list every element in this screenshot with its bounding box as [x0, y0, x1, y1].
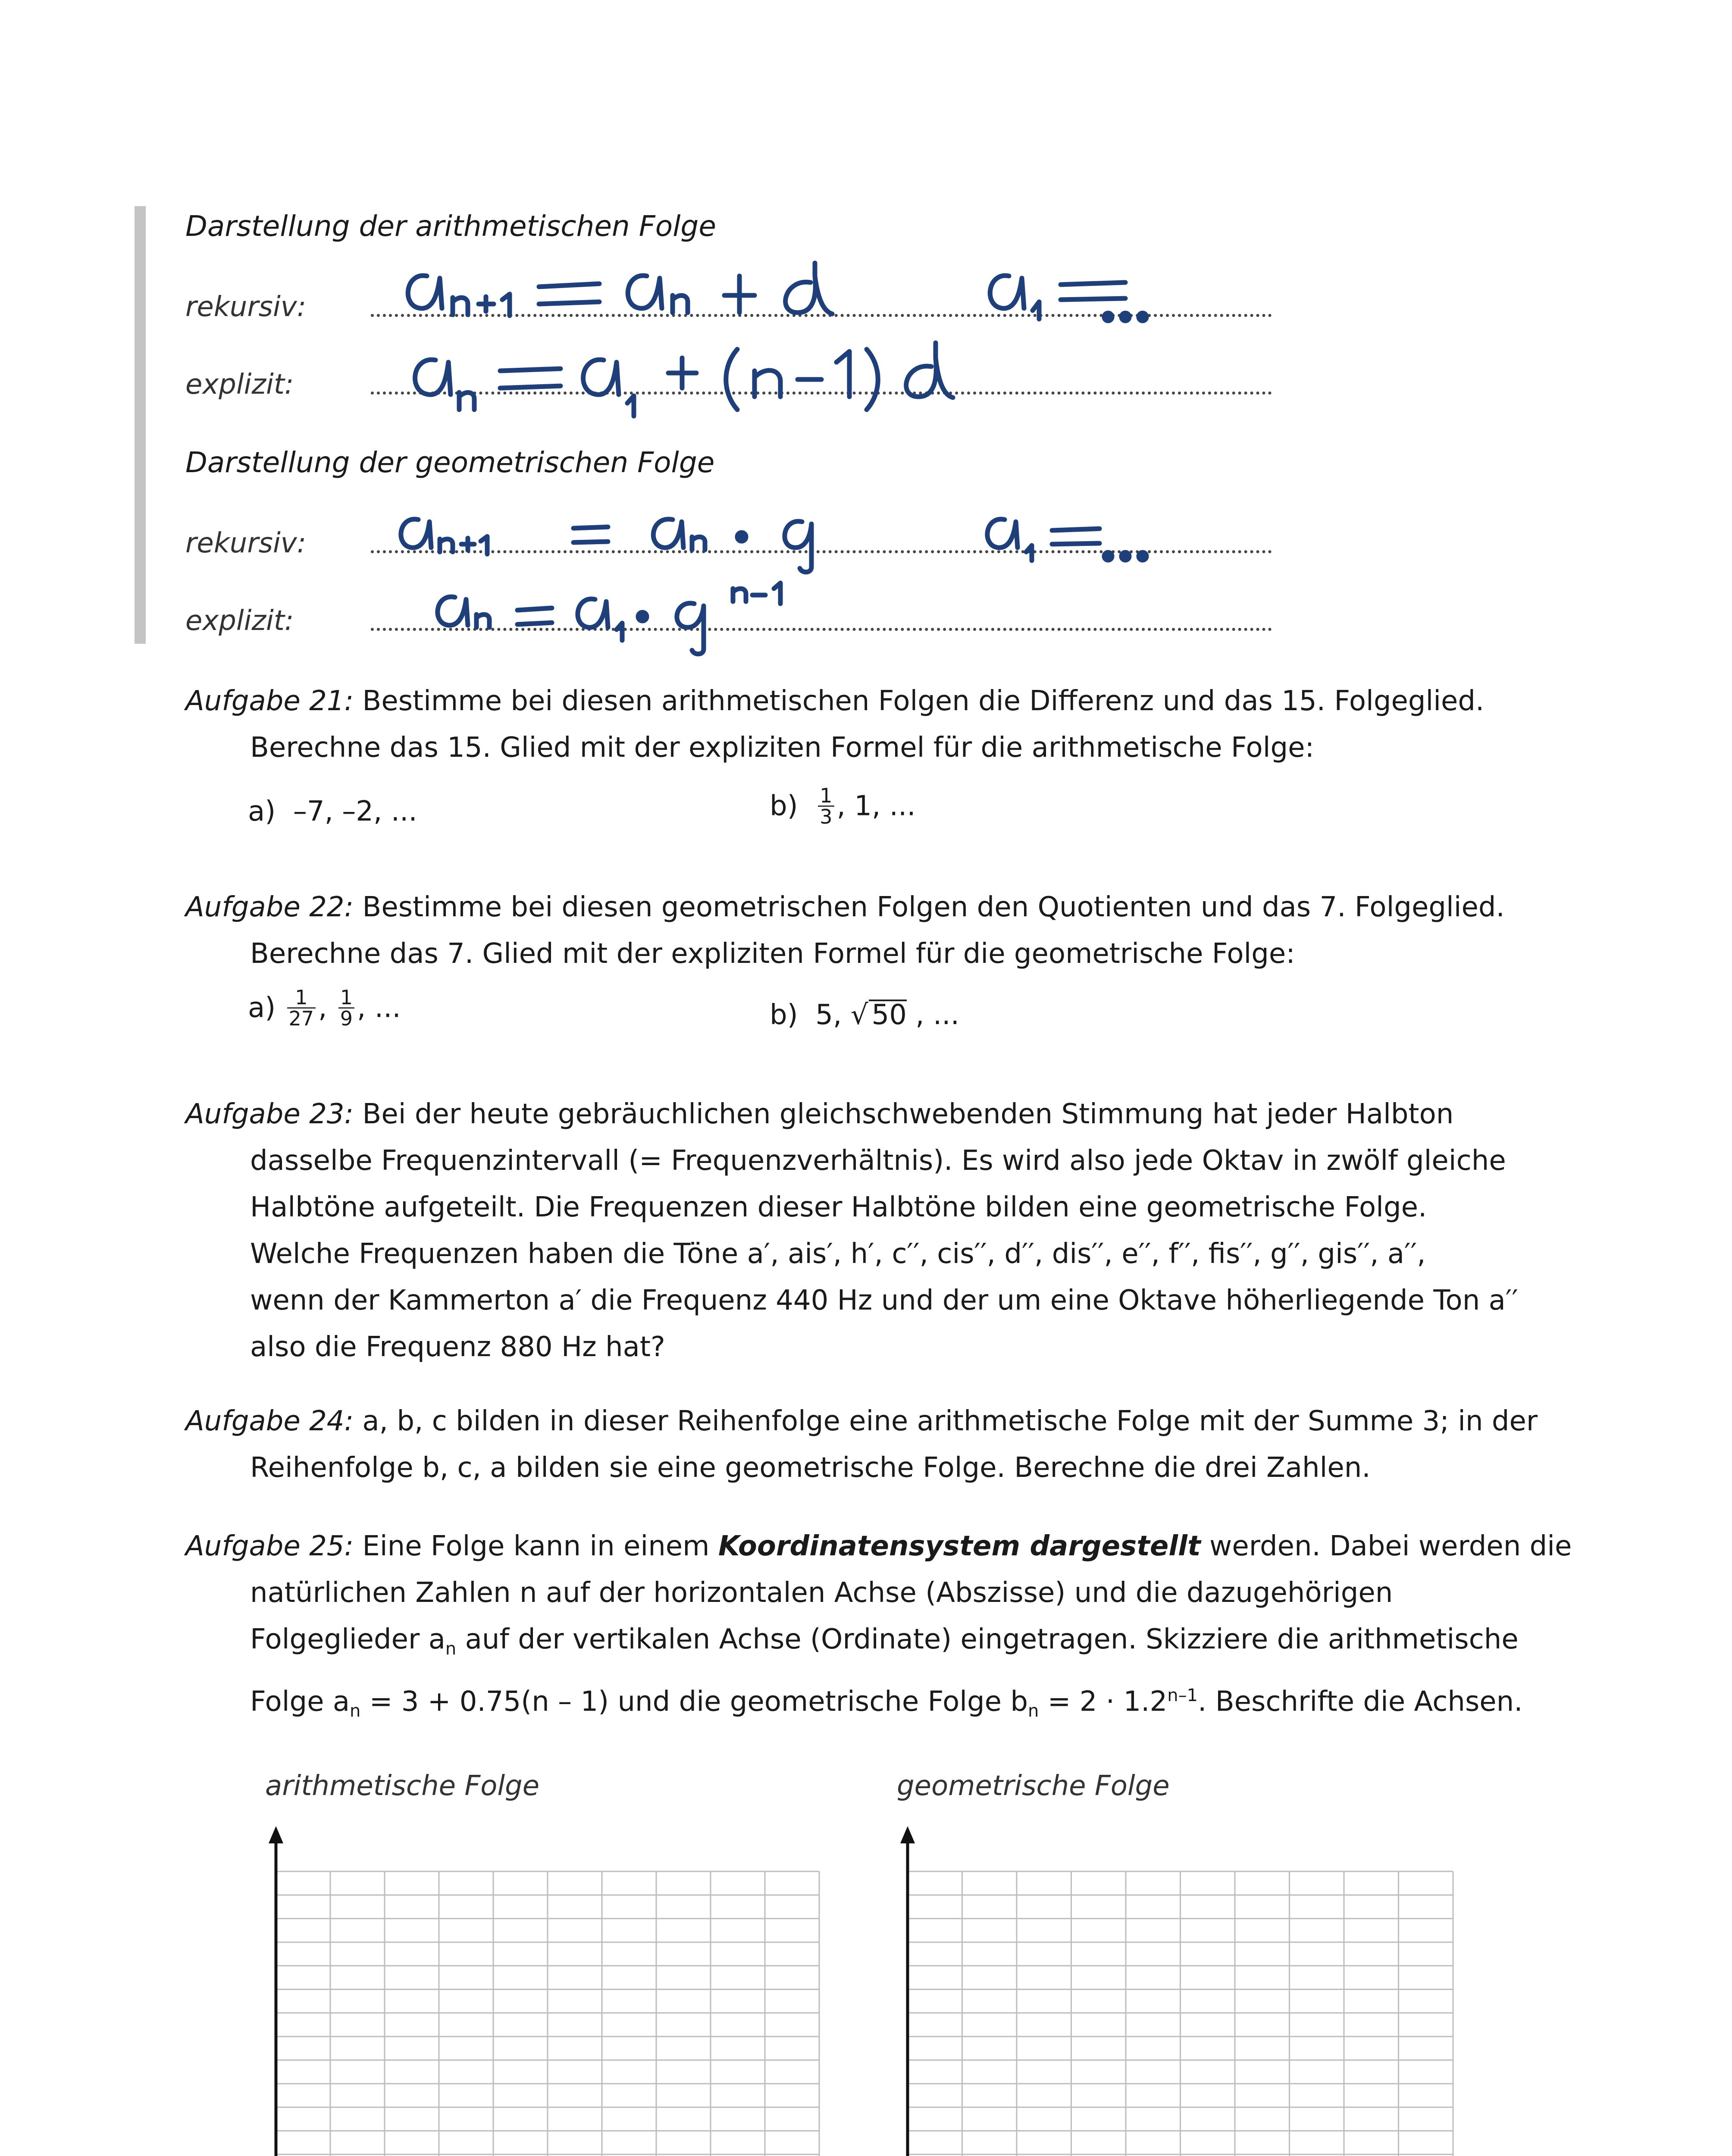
task-25-line1-emphasis: Koordinatensystem dargestellt	[718, 1530, 1201, 1562]
task-25-line1a: Eine Folge kann in einem	[354, 1530, 718, 1562]
task-22-a-label: a)	[248, 992, 276, 1024]
task-22-label: Aufgabe 22:	[185, 891, 354, 923]
task-25-line4c: = 2 · 1.2	[1039, 1686, 1168, 1718]
task-22-a	[248, 987, 401, 1028]
task-22-b-sqrt-symbol: √	[850, 999, 868, 1031]
graph-right	[875, 1824, 1500, 2156]
task-23-line2: dasselbe Frequenzintervall (= Frequenzverhältnis). Es wird also jede Oktav in zwölf gleiche	[250, 1145, 1506, 1177]
task-22-line1: Bestimme bei diesen geometrischen Folgen den Quotienten und das 7. Folgeglied.	[354, 891, 1505, 923]
task-25-line4-sub2: n	[1028, 1701, 1039, 1721]
task-24-line2: Reihenfolge b, c, a bilden sie eine geometrische Folge. Berechne die drei Zahlen.	[250, 1452, 1371, 1484]
task-22-a-fraction-1	[287, 987, 316, 1028]
task-25-line4b: = 3 + 0.75(n – 1) und die geometrische Folge b	[360, 1686, 1028, 1718]
task-25-line4-sup: n–1	[1167, 1685, 1198, 1705]
task-22-a-f2-num: 1	[338, 987, 354, 1009]
handwriting-geo-recursive	[392, 505, 1212, 573]
task-22-a-f2-den: 9	[340, 1007, 353, 1030]
task-25-line3a: Folgeglieder a	[250, 1623, 445, 1655]
task-21-b-label: b)	[770, 790, 798, 822]
task-22	[185, 884, 1673, 977]
task-25-line4-sub1: n	[350, 1701, 361, 1721]
task-21-a	[248, 798, 417, 825]
task-22-a-rest: , ...	[357, 992, 401, 1024]
task-21-b-fraction	[818, 786, 834, 827]
task-22-b-first: 5,	[815, 999, 842, 1031]
task-25-line4a: Folge a	[250, 1686, 350, 1718]
task-23-line3: Halbtöne aufgeteilt. Die Frequenzen dieser Halbtöne bilden eine geometrische Folge.	[250, 1191, 1427, 1223]
handwriting-arith-explicit	[401, 332, 1005, 418]
task-21-a-label: a)	[248, 796, 276, 827]
handwriting-arith-recursive	[397, 259, 1216, 336]
arith-heading: Darstellung der arithmetischen Folge	[185, 210, 716, 243]
arith-recursive-label: rekursiv:	[185, 291, 307, 323]
task-21	[185, 678, 1673, 771]
task-25	[185, 1523, 1673, 1734]
task-21-b-den: 3	[820, 805, 833, 828]
task-23-line6: also die Frequenz 880 Hz hat?	[250, 1331, 665, 1363]
task-25-line2: natürlichen Zahlen n auf der horizontalen Achse (Abszisse) und die dazugehörigen	[250, 1577, 1393, 1609]
task-22-b-label: b)	[770, 999, 798, 1031]
task-22-line2: Berechne das 7. Glied mit der expliziten Formel für die geometrische Folge:	[250, 938, 1295, 970]
task-22-a-fraction-2	[338, 987, 354, 1028]
task-25-line4d: . Beschrifte die Achsen.	[1198, 1686, 1523, 1718]
definition-box-bar	[135, 206, 146, 644]
task-22-b	[770, 1000, 959, 1029]
task-25-label: Aufgabe 25:	[185, 1530, 354, 1562]
task-25-line3b: auf der vertikalen Achse (Ordinate) eingetragen. Skizziere die arithmetische	[456, 1623, 1519, 1655]
task-25-line1c: werden. Dabei werden die	[1200, 1530, 1572, 1562]
graph-left-y-arrow	[269, 1826, 283, 1843]
graph-right-y-arrow	[900, 1826, 915, 1843]
task-21-line1: Bestimme bei diesen arithmetischen Folgen die Differenz und das 15. Folgeglied.	[354, 685, 1485, 717]
task-22-a-f1-den: 27	[288, 1007, 314, 1030]
task-21-a-value: –7, –2, ...	[293, 796, 417, 827]
task-23-line5: wenn der Kammerton a′ die Frequenz 440 Hz und der um eine Oktave höherliegende Ton a′′	[250, 1285, 1518, 1316]
graph-left-grid	[276, 1871, 819, 2156]
graph-right-label: geometrische Folge	[897, 1770, 1170, 1802]
task-21-label: Aufgabe 21:	[185, 685, 354, 717]
task-25-line3-sub: n	[445, 1639, 457, 1659]
task-24-label: Aufgabe 24:	[185, 1405, 354, 1437]
task-24	[185, 1398, 1673, 1491]
task-23-line1: Bei der heute gebräuchlichen gleichschwebenden Stimmung hat jeder Halbton	[354, 1098, 1454, 1130]
arith-explicit-label: explizit:	[185, 369, 294, 401]
task-21-b	[770, 786, 916, 827]
task-24-line1: a, b, c bilden in dieser Reihenfolge eine arithmetische Folge mit der Summe 3; in der	[354, 1405, 1538, 1437]
task-23-label: Aufgabe 23:	[185, 1098, 354, 1130]
task-21-b-num: 1	[818, 786, 834, 807]
graph-right-grid	[908, 1871, 1453, 2156]
task-22-a-sep: ,	[318, 992, 327, 1024]
task-21-b-rest: , 1, ...	[836, 790, 916, 822]
graph-left	[241, 1824, 867, 2156]
task-22-b-radicand: 50	[869, 1000, 906, 1029]
geo-heading: Darstellung der geometrischen Folge	[185, 446, 715, 479]
geo-explicit-label: explizit:	[185, 605, 294, 637]
task-22-a-f1-num: 1	[287, 987, 316, 1009]
task-21-line2: Berechne das 15. Glied mit der expliziten Formel für die arithmetische Folge:	[250, 732, 1315, 764]
graph-left-label: arithmetische Folge	[265, 1770, 540, 1802]
geo-recursive-label: rekursiv:	[185, 527, 307, 559]
task-23	[185, 1091, 1673, 1370]
task-23-line4: Welche Frequenzen haben die Töne a′, ais′, h′, c′′, cis′′, d′′, dis′′, e′′, f′′, fis′′, g′′, gis′′, a′′,	[250, 1238, 1426, 1270]
handwriting-geo-explicit	[431, 578, 819, 655]
task-22-b-rest: , ...	[915, 999, 959, 1031]
